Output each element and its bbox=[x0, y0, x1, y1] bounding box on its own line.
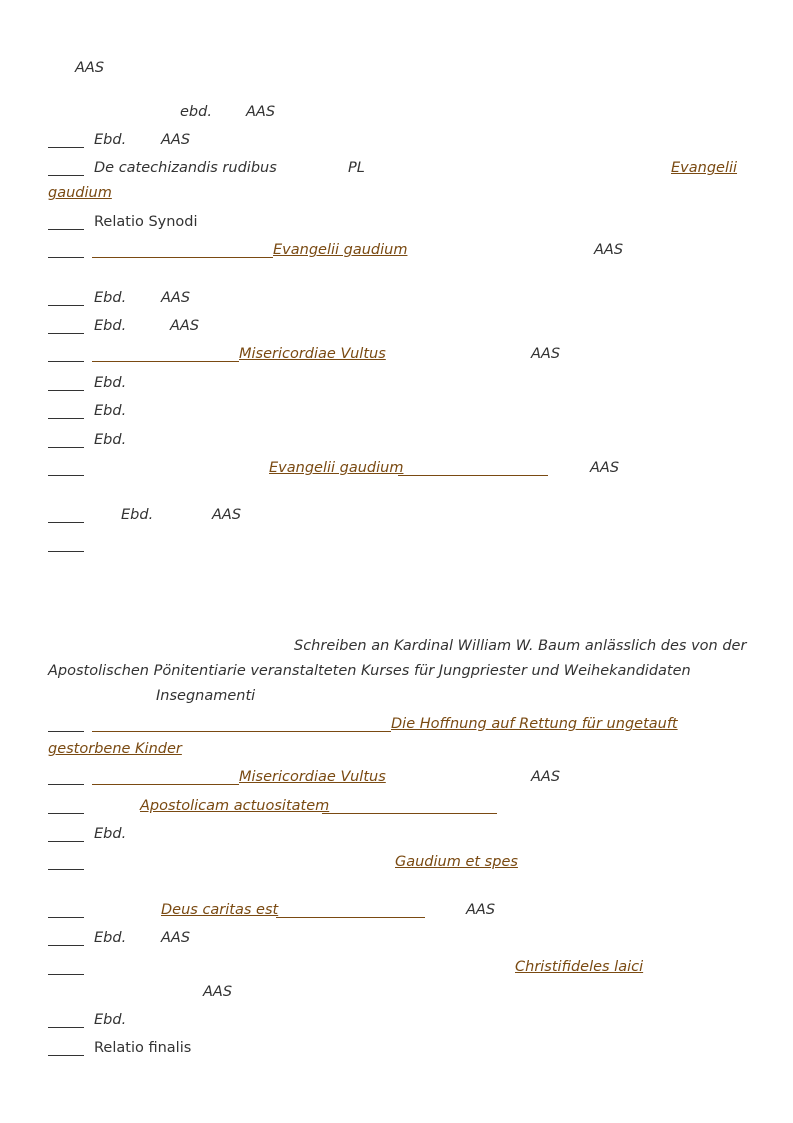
note-ebd: Ebd. bbox=[94, 403, 127, 419]
link-apostolicam-actuositatem[interactable]: Apostolicam actuositatem bbox=[140, 798, 330, 814]
footnote-marker bbox=[48, 784, 84, 785]
note-title: Insegnamenti bbox=[156, 688, 256, 704]
note-title: Relatio finalis bbox=[94, 1040, 192, 1056]
footnote-marker bbox=[48, 175, 84, 176]
footnote-marker bbox=[48, 917, 84, 918]
footnote-marker bbox=[48, 731, 84, 732]
note-title: Schreiben an Kardinal William W. Baum anlässlich des von der bbox=[294, 638, 747, 654]
link-gaudium-et-spes[interactable]: Gaudium et spes bbox=[395, 854, 518, 870]
link-hoffnung[interactable]: gestorbene Kinder bbox=[48, 741, 182, 757]
footnote-marker bbox=[48, 475, 84, 476]
footnote-marker bbox=[48, 305, 84, 306]
note-aas: AAS bbox=[246, 104, 276, 120]
footnote-marker bbox=[48, 229, 84, 230]
note-aas: AAS bbox=[75, 60, 105, 76]
link-misericordiae-vultus[interactable]: Misericordiae Vultus bbox=[239, 769, 386, 785]
footnote-marker bbox=[48, 418, 84, 419]
footnote-marker bbox=[48, 257, 84, 258]
link-underline bbox=[92, 784, 239, 785]
note-aas: AAS bbox=[161, 132, 191, 148]
link-evangelii-gaudium[interactable]: gaudium bbox=[48, 185, 112, 201]
link-evangelii-gaudium[interactable]: Evangelii gaudium bbox=[269, 460, 404, 476]
footnote-marker bbox=[48, 1027, 84, 1028]
link-underline bbox=[398, 475, 548, 476]
footnote-marker bbox=[48, 841, 84, 842]
note-aas: AAS bbox=[161, 930, 191, 946]
footnote-marker bbox=[48, 447, 84, 448]
note-aas: AAS bbox=[594, 242, 624, 258]
note-aas: AAS bbox=[212, 507, 242, 523]
link-evangelii-gaudium[interactable]: Evangelii bbox=[671, 160, 738, 176]
link-underline bbox=[92, 361, 239, 362]
note-ebd: Ebd. bbox=[94, 826, 127, 842]
note-ebd: Ebd. bbox=[94, 432, 127, 448]
footnote-marker bbox=[48, 361, 84, 362]
note-ebd: Ebd. bbox=[94, 1012, 127, 1028]
link-underline bbox=[322, 813, 497, 814]
footnote-marker bbox=[48, 974, 84, 975]
footnote-marker bbox=[48, 813, 84, 814]
note-ebd: Ebd. bbox=[94, 318, 127, 334]
footnote-marker bbox=[48, 869, 84, 870]
note-title: Relatio Synodi bbox=[94, 214, 198, 230]
note-aas: AAS bbox=[170, 318, 200, 334]
link-hoffnung[interactable]: Die Hoffnung auf Rettung für ungetauft bbox=[391, 716, 678, 732]
note-ebd: ebd. bbox=[180, 104, 212, 120]
footnote-marker bbox=[48, 522, 84, 523]
note-aas: AAS bbox=[203, 984, 233, 1000]
note-title: Apostolischen Pönitentiarie veranstalteten Kurses für Jungpriester und Weihekandidaten bbox=[48, 663, 691, 679]
note-ebd: Ebd. bbox=[121, 507, 154, 523]
footnote-marker bbox=[48, 945, 84, 946]
footnote-marker bbox=[48, 333, 84, 334]
note-ebd: Ebd. bbox=[94, 132, 127, 148]
footnote-marker bbox=[48, 390, 84, 391]
link-underline bbox=[276, 917, 425, 918]
link-underline bbox=[92, 257, 273, 258]
note-aas: AAS bbox=[531, 346, 561, 362]
link-evangelii-gaudium[interactable]: Evangelii gaudium bbox=[273, 242, 408, 258]
footnote-marker bbox=[48, 147, 84, 148]
note-aas: AAS bbox=[531, 769, 561, 785]
note-ebd: Ebd. bbox=[94, 290, 127, 306]
footnote-marker bbox=[48, 551, 84, 552]
link-christifideles-laici[interactable]: Christifideles laici bbox=[515, 959, 644, 975]
note-pl: PL bbox=[348, 160, 365, 176]
note-title: De catechizandis rudibus bbox=[94, 160, 277, 176]
note-ebd: Ebd. bbox=[94, 930, 127, 946]
note-aas: AAS bbox=[161, 290, 191, 306]
note-ebd: Ebd. bbox=[94, 375, 127, 391]
link-misericordiae-vultus[interactable]: Misericordiae Vultus bbox=[239, 346, 386, 362]
note-aas: AAS bbox=[590, 460, 620, 476]
link-deus-caritas-est[interactable]: Deus caritas est bbox=[161, 902, 279, 918]
note-aas: AAS bbox=[466, 902, 496, 918]
link-underline bbox=[92, 731, 391, 732]
footnote-marker bbox=[48, 1055, 84, 1056]
